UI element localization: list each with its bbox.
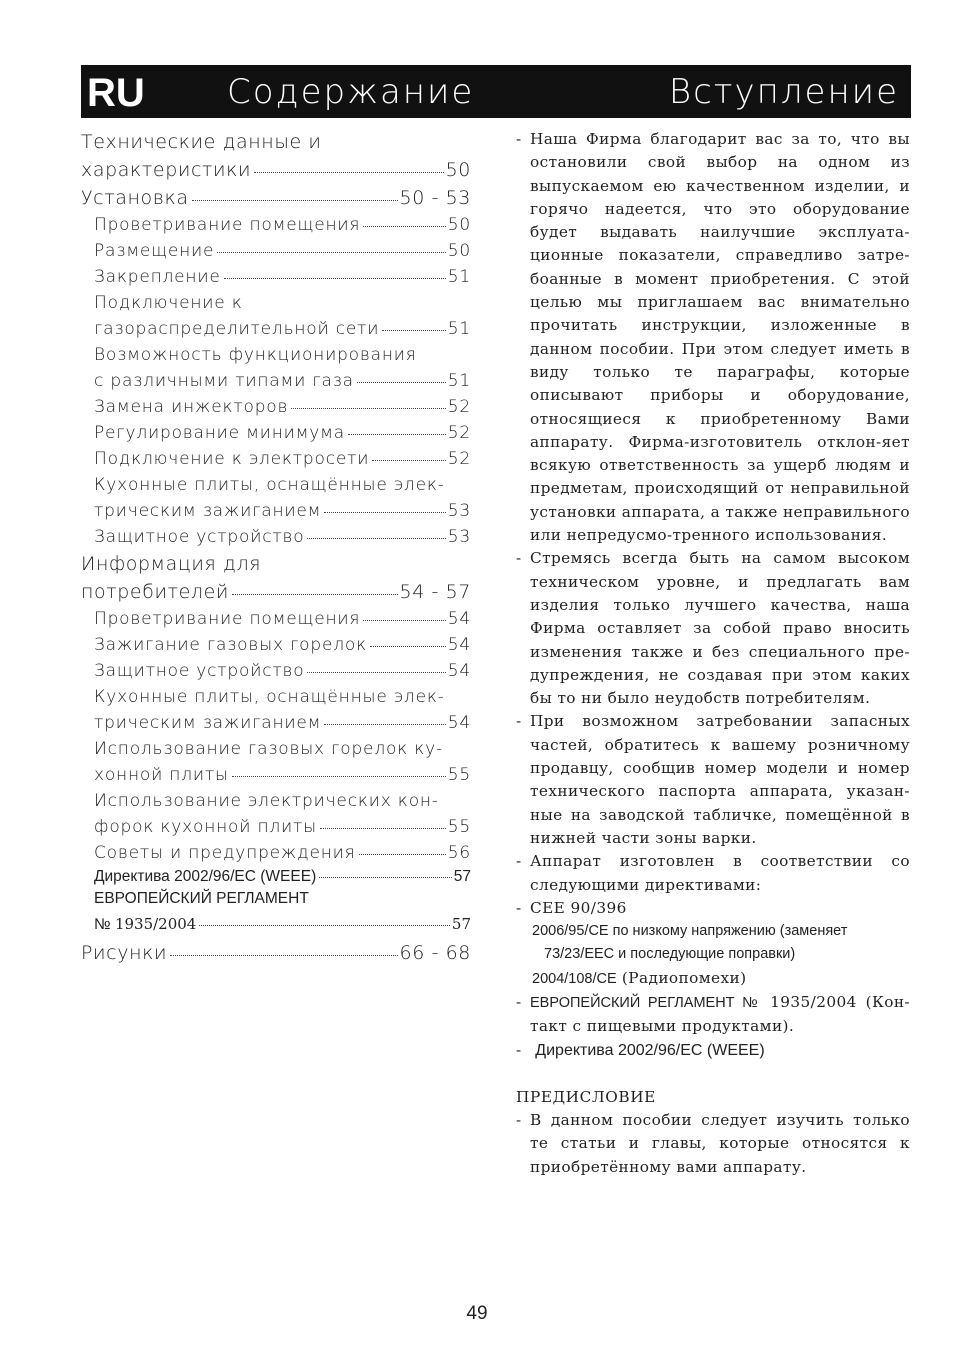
dot-leader — [192, 200, 398, 201]
toc-label: Рисунки — [81, 942, 168, 964]
toc-label: Закрепление — [94, 267, 221, 287]
toc-subentry[interactable] — [81, 658, 471, 684]
toc-label: потребителей — [81, 581, 230, 603]
toc-page: 53 — [447, 501, 471, 521]
directive-item: 73/23/EEC и последующие поправки) — [544, 946, 796, 963]
toc-label: Подключение к — [94, 293, 243, 313]
toc-page: 66 - 68 — [399, 942, 471, 964]
toc-label: Информация для — [81, 553, 262, 575]
toc-label: Размещение — [94, 241, 215, 261]
toc-subentry[interactable] — [81, 342, 471, 394]
toc-label: форок кухонной плиты — [94, 817, 317, 837]
toc-label: характеристики — [81, 159, 252, 181]
toc-subentry[interactable] — [81, 736, 471, 788]
dot-leader — [254, 172, 443, 173]
toc-label: Возможность функционирования — [94, 345, 417, 365]
toc-subentry[interactable] — [81, 632, 471, 658]
toc-label: Использование электрических кон- — [94, 791, 439, 811]
dot-leader — [382, 330, 446, 331]
toc-label: ЕВРОПЕЙСКИЙ РЕГЛАМЕНТ — [94, 890, 309, 907]
toc-subentry[interactable] — [81, 290, 471, 342]
toc-label: трическим зажиганием — [94, 501, 322, 521]
toc-label: Проветривание помещения — [94, 215, 361, 235]
toc-page: 54 — [447, 661, 471, 681]
toc-page: 51 — [447, 371, 471, 391]
toc-label: Советы и предупреждения — [94, 843, 356, 863]
dot-leader — [291, 408, 446, 409]
toc-subentry[interactable] — [81, 888, 471, 939]
directive-item: 2004/108/CE (Радиопомехи) — [532, 968, 747, 987]
dot-leader — [170, 955, 397, 956]
dot-leader — [307, 672, 445, 673]
dot-leader — [232, 776, 446, 777]
toc-page: 57 — [453, 868, 471, 885]
toc-subentry[interactable] — [81, 472, 471, 524]
toc-label: Подключение к электросети — [94, 449, 370, 469]
toc-label: Использование газовых горелок ку- — [94, 739, 443, 759]
toc-label: Защитное устройство — [94, 661, 305, 681]
introduction-title: Вступление — [668, 72, 899, 112]
toc-page: 50 — [445, 159, 471, 181]
toc-label: Технические данные и — [81, 131, 322, 153]
toc-page: 54 - 57 — [399, 581, 471, 603]
toc-page: 55 — [447, 765, 471, 785]
toc-entry-user-info[interactable] — [81, 550, 471, 606]
toc-page: 50 — [447, 241, 471, 261]
toc-page: 54 — [447, 635, 471, 655]
introduction-text — [516, 128, 910, 1179]
directive-item: 2006/95/CE по низкому напряжению (заменяет — [532, 923, 848, 940]
toc-label: Регулирование минимума — [94, 423, 345, 443]
dot-leader — [363, 620, 446, 621]
dot-leader — [232, 594, 397, 595]
directive-item: - ЕВРОПЕЙСКИЙ РЕГЛАМЕНТ № 1935/2004 (Кон-такт с пищевыми продуктами). — [516, 992, 910, 1036]
toc-entry-tech-data[interactable] — [81, 128, 471, 184]
dot-leader — [319, 877, 452, 878]
toc-subentry[interactable] — [81, 606, 471, 632]
toc-label: хонной плиты — [94, 765, 229, 785]
dot-leader — [348, 434, 446, 435]
toc-label: с различными типами газа — [94, 371, 354, 391]
toc-label: трическим зажиганием — [94, 713, 322, 733]
toc-page: 52 — [447, 423, 471, 443]
toc-page: 50 — [447, 215, 471, 235]
toc-label: Зажигание газовых горелок — [94, 635, 367, 655]
toc-page: 53 — [447, 527, 471, 547]
table-of-contents — [81, 128, 471, 967]
toc-subentry[interactable] — [81, 394, 471, 420]
toc-entry-figures[interactable] — [81, 939, 471, 967]
dot-leader — [307, 538, 445, 539]
toc-subentry[interactable] — [81, 420, 471, 446]
toc-page: 54 — [447, 609, 471, 629]
toc-subentry[interactable] — [81, 238, 471, 264]
toc-subentry[interactable] — [81, 524, 471, 550]
dot-leader — [324, 724, 445, 725]
toc-page: 55 — [447, 817, 471, 837]
intro-paragraph: - Аппарат изготовлен в соответствии со следующими директивами: — [516, 852, 910, 894]
directive-item: - Директива 2002/96/EC (WEEE) — [516, 1040, 765, 1059]
toc-label: Замена инжекторов — [94, 397, 289, 417]
dot-leader — [217, 252, 445, 253]
toc-page: 51 — [447, 319, 471, 339]
dot-leader — [320, 828, 446, 829]
preface-heading: ПРЕДИСЛОВИЕ — [516, 1087, 656, 1106]
page-number: 49 — [466, 1303, 488, 1324]
toc-label: Проветривание помещения — [94, 609, 361, 629]
toc-subentry[interactable] — [81, 212, 471, 238]
intro-paragraph: - Наша Фирма благодарит вас за то, что вы остановили свой выбор на одном из выпускаемом ею качественном изделии, и горячо надеется, что это оборудование будет выдавать наилучшие эксплуата-ционные показатели, справедливо затре-боанные в момент приобретения. С этой целью мы приглашаем вас внимательно прочитать инструкции, изложенные в данном пособии. При этом следует иметь в виду только те параграфы, которые описывают приборы и оборудование, относящиеся к приобретенному Вами аппарату. Фирма-изготовитель отклон-яет всякую ответственность за ущерб людям и предметам, происходящий от неправильной установки аппарата, а также неправильного или непредусмо-тренного использования. — [516, 130, 910, 545]
toc-page: 50 - 53 — [399, 187, 471, 209]
toc-label: 1935/2004 — [114, 915, 197, 933]
toc-page: 51 — [447, 267, 471, 287]
toc-subentry[interactable] — [81, 446, 471, 472]
toc-page: 57 — [451, 915, 471, 933]
contents-title: Содержание — [227, 72, 475, 112]
page-header — [81, 65, 911, 118]
toc-subentry[interactable] — [81, 866, 471, 888]
toc-label: Директива 2002/96/EC (WEEE) — [94, 868, 317, 885]
toc-page: 54 — [447, 713, 471, 733]
dot-leader — [359, 854, 446, 855]
intro-paragraph: - Стремясь всегда быть на самом высоком техническом уровне, и предлагать вам изделия только лучшего качества, наша Фирма оставляет за собой право вносить изменения также и без специального пре-дупреждения, не создавая при этом каких бы то ни было неудобств потребителям. — [516, 549, 910, 708]
language-code: RU — [87, 71, 145, 115]
toc-page: 52 — [447, 449, 471, 469]
dot-leader — [324, 512, 445, 513]
toc-label: Кухонные плиты, оснащённые элек- — [94, 475, 445, 495]
toc-label: газораспределительной сети — [94, 319, 380, 339]
toc-subentry[interactable] — [81, 788, 471, 840]
toc-label: Кухонные плиты, оснащённые элек- — [94, 687, 445, 707]
toc-subentry[interactable] — [81, 684, 471, 736]
toc-entry-installation[interactable] — [81, 184, 471, 212]
dot-leader — [224, 278, 446, 279]
dot-leader — [357, 382, 446, 383]
toc-label: Установка — [81, 187, 189, 209]
toc-label: Защитное устройство — [94, 527, 305, 547]
intro-paragraph: - При возможном затребовании запасных частей, обратитесь к вашему розничному продавцу, сообщив номер модели и номер технического паспорта аппарата, указан-ные на заводской табличке, помещённой в нижней части зоны варки. — [516, 712, 910, 847]
toc-page: 56 — [447, 843, 471, 863]
toc-subentry[interactable] — [81, 840, 471, 866]
dot-leader — [363, 226, 446, 227]
toc-page: 52 — [447, 397, 471, 417]
dot-leader — [370, 646, 446, 647]
toc-subentry[interactable] — [81, 264, 471, 290]
dot-leader — [372, 460, 446, 461]
toc-label: № — [94, 916, 111, 933]
dot-leader — [199, 925, 450, 926]
intro-paragraph: - В данном пособии следует изучить только те статьи и главы, которые относятся к приобретённому вами аппарату. — [516, 1111, 910, 1176]
directive-item: - CEE 90/396 — [516, 898, 627, 917]
